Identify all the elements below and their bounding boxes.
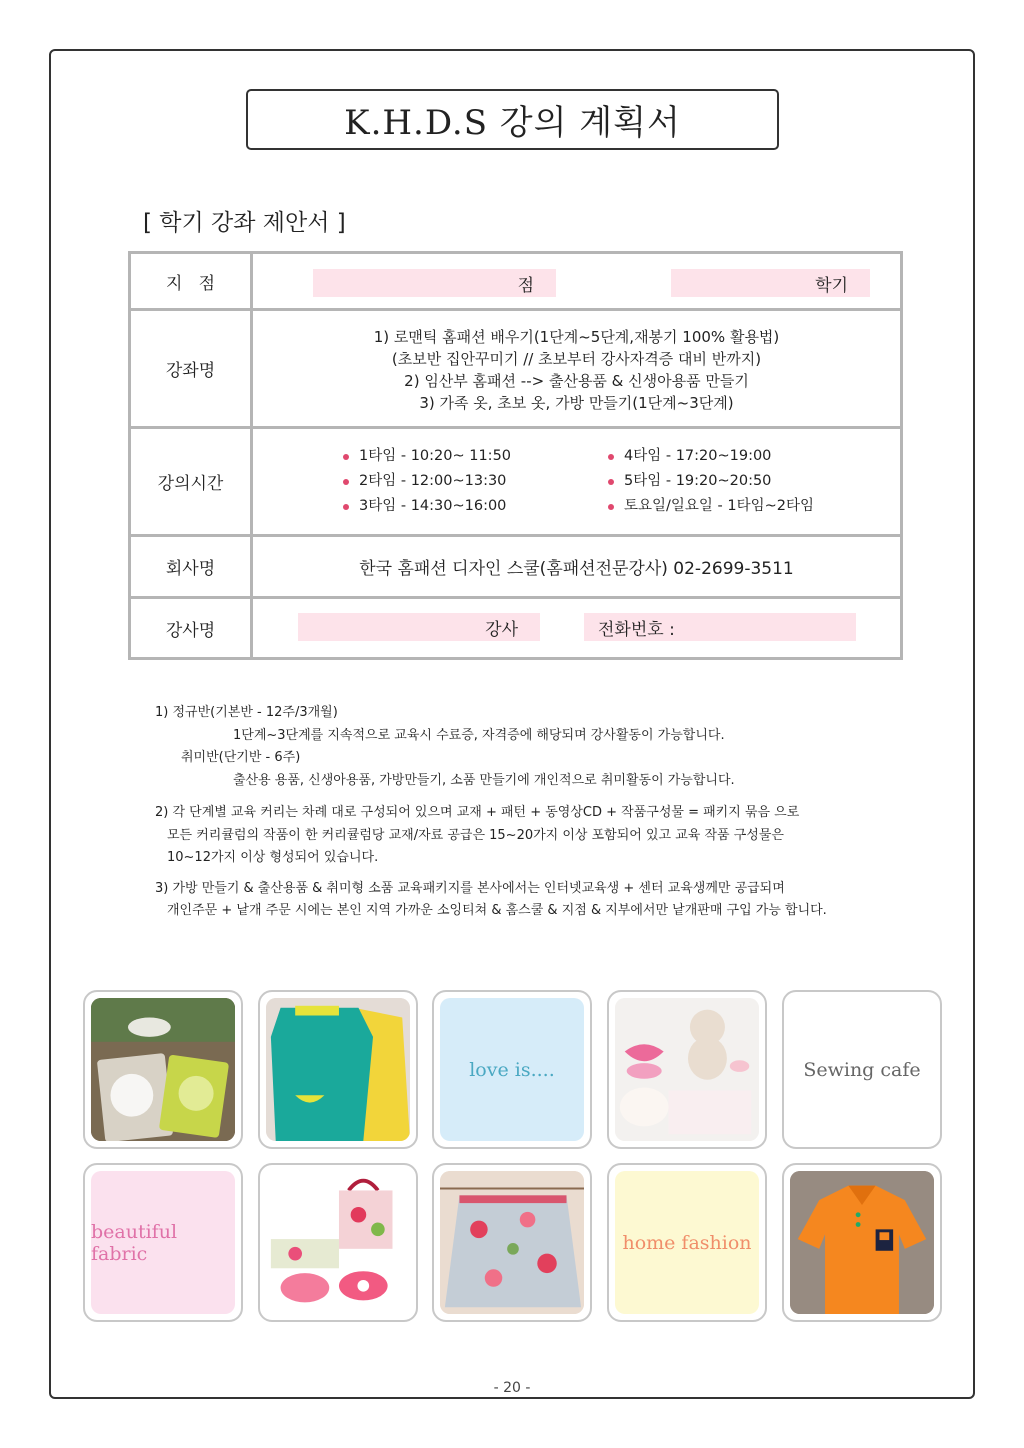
home-fashion-card [607, 1163, 767, 1322]
course-cell [252, 310, 902, 428]
note-line: 3) 가방 만들기 & 출산용품 & 취미형 소품 교육패키지를 본사에서는 인터넷교육생 + 센터 교육생께만 공급되며 [155, 880, 785, 896]
love-is-text: love is.... [469, 1058, 555, 1081]
course-line: (초보반 집안꾸미기 // 초보부터 강사자격증 대비 반까지) [391, 349, 762, 368]
time-slot: 1타임 - 10:20~ 11:50 [343, 444, 608, 469]
company-cell [252, 536, 902, 598]
course-list [253, 324, 900, 414]
page-title: K.H.D.S 강의 계획서 [246, 89, 779, 150]
fabric-wallets-photo [83, 990, 243, 1149]
course-label: 강좌명 [130, 310, 252, 428]
instructor-suffix: 강사 [485, 619, 518, 640]
bullet-icon [343, 504, 349, 510]
teal-dress-photo [258, 990, 418, 1149]
note-line: 취미반(단기반 - 6주) [181, 750, 301, 765]
time-slot: 토요일/일요일 - 1타임~2타임 [608, 494, 814, 519]
note-line: 1) 정규반(기본반 - 12주/3개월) [155, 705, 338, 720]
times-cell [252, 428, 902, 536]
love-is-card [432, 990, 592, 1149]
photo-illustration [266, 1171, 410, 1314]
section-title: [ 학기 강좌 제안서 ] [143, 210, 346, 236]
note-line: 10~12가지 이상 형성되어 있습니다. [167, 850, 379, 865]
time-slot: 5타임 - 19:20~20:50 [608, 469, 814, 494]
semester-field[interactable] [671, 269, 870, 297]
beautiful-fabric-text: beautiful fabric [91, 1220, 178, 1265]
sewing-cafe-card [782, 990, 942, 1149]
table-row [130, 536, 902, 598]
semester-suffix: 학기 [815, 275, 848, 296]
sewing-card-inner [790, 998, 934, 1141]
branch-cell [252, 253, 902, 310]
time-slot: 4타임 - 17:20~19:00 [608, 444, 814, 469]
course-line: 3) 가족 옷, 초보 옷, 가방 만들기(1단계~3단계) [419, 393, 734, 412]
branch-label: 지 점 [130, 253, 252, 310]
bullet-icon [608, 454, 614, 460]
fabric-card-inner [91, 1171, 235, 1314]
note-line: 모든 커리큘럼의 작품이 한 커리큘럼당 교재/자료 공급은 15~20가지 이상 포함되어 있고 교육 작품 구성물은 [167, 827, 784, 843]
proposal-table [128, 251, 903, 660]
notes [155, 702, 915, 923]
company-label: 회사명 [130, 536, 252, 598]
floral-bags-photo [258, 1163, 418, 1322]
bullet-icon [608, 504, 614, 510]
note-line: 개인주문 + 낱개 주문 시에는 본인 지역 가까운 소잉티쳐 & 홈스쿨 & 지점 & 지부에서만 낱개판매 구입 가능 합니다. [167, 903, 827, 918]
branch-field[interactable] [313, 269, 556, 297]
baby-goods-photo [607, 990, 767, 1149]
home-fashion-text: home fashion [622, 1231, 752, 1254]
note-line: 출산용 용품, 신생아용품, 가방만들기, 소품 만들기에 개인적으로 취미활동이 가능합니다. [233, 772, 735, 788]
table-row [130, 253, 902, 310]
table-row [130, 428, 902, 536]
sewing-cafe-text: Sewing cafe [803, 1058, 921, 1081]
time-list [253, 444, 900, 519]
love-card-inner [440, 998, 584, 1141]
photo-illustration [91, 998, 235, 1141]
phone-label: 전화번호 : [598, 619, 675, 640]
time-slot: 3타임 - 14:30~16:00 [343, 494, 608, 519]
time-slot: 2타임 - 12:00~13:30 [343, 469, 608, 494]
bullet-icon [608, 479, 614, 485]
times-label: 강의시간 [130, 428, 252, 536]
bullet-icon [343, 479, 349, 485]
home-card-inner [615, 1171, 759, 1314]
instructor-label: 강사명 [130, 598, 252, 659]
photo-illustration [440, 1171, 584, 1314]
beautiful-fabric-card [83, 1163, 243, 1322]
note-line: 2) 각 단계별 교육 커리는 차례 대로 구성되어 있으며 교재 + 패턴 + 동영상CD + 작품구성물 = 패키지 묶음 으로 [155, 805, 800, 820]
bullet-icon [343, 454, 349, 460]
floral-skirt-photo [432, 1163, 592, 1322]
orange-polo-photo [782, 1163, 942, 1322]
company-value: 한국 홈패션 디자인 스쿨(홈패션전문강사) 02-2699-3511 [359, 559, 794, 579]
phone-field[interactable] [584, 613, 856, 641]
instructor-field[interactable] [298, 613, 540, 641]
branch-suffix: 점 [517, 275, 534, 296]
page-number: - 20 - [493, 1380, 531, 1396]
course-line: 1) 로맨틱 홈패션 배우기(1단계~5단계,재봉기 100% 활용법) [373, 327, 780, 346]
photo-illustration [266, 998, 410, 1141]
instructor-cell [252, 598, 902, 659]
photo-illustration [615, 998, 759, 1141]
table-row [130, 598, 902, 659]
table-row [130, 310, 902, 428]
photo-illustration [790, 1171, 934, 1314]
course-line: 2) 임산부 홈패션 --> 출산용품 & 신생아용품 만들기 [404, 371, 749, 390]
note-line: 1단계~3단계를 지속적으로 교육시 수료증, 자격증에 해당되며 강사활동이 가능합니다. [233, 727, 725, 743]
